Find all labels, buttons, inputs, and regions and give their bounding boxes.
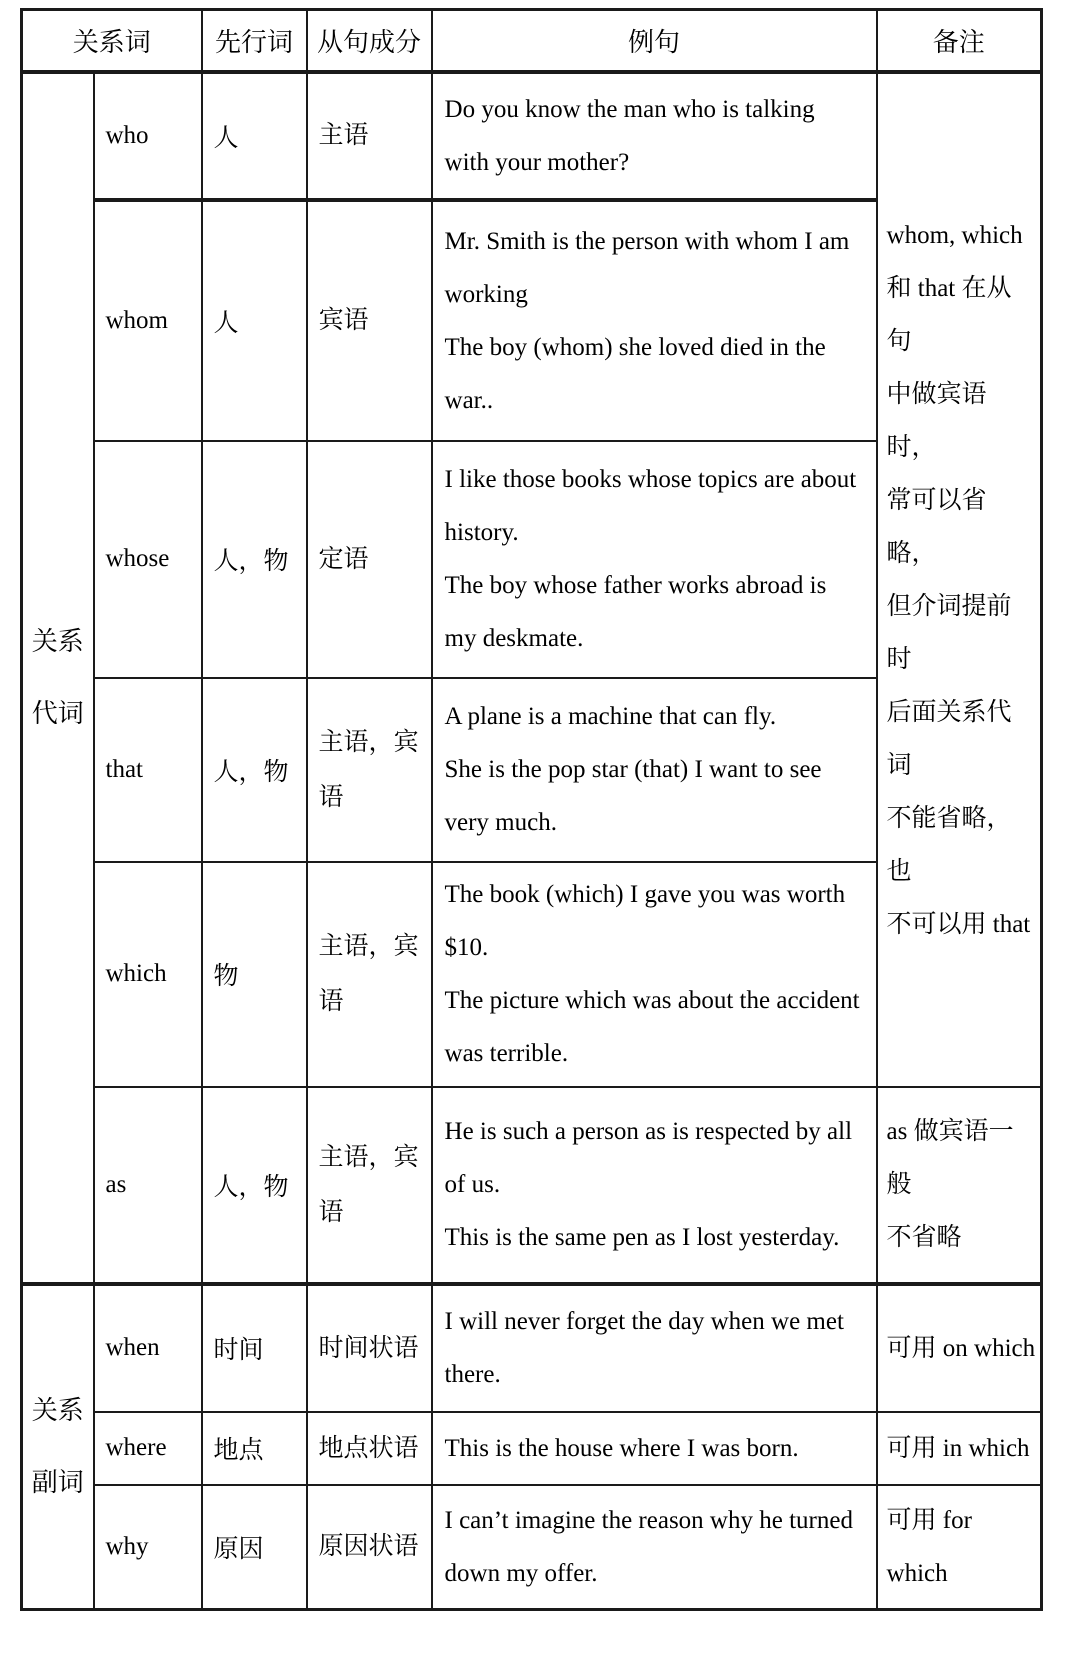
header-row — [22, 10, 1042, 72]
header-antecedent: 先行词 — [202, 10, 307, 72]
example-cell — [432, 1412, 877, 1485]
group-label-line: 代词 — [31, 698, 84, 728]
clause-component-cell — [307, 72, 432, 200]
example-line: Do you know the man who is talking — [444, 95, 815, 123]
relative-word-cell: where — [94, 1412, 202, 1485]
table-row-why — [22, 1485, 1042, 1610]
relative-word-cell: that — [94, 678, 202, 862]
example-line: I can’t imagine the reason why he turned — [444, 1506, 853, 1534]
note-line: 但介词提前时 — [886, 592, 1012, 673]
notes-cell — [877, 1284, 1042, 1412]
example-cell — [432, 1087, 877, 1284]
example-line: was terrible. — [444, 1040, 569, 1067]
header-notes: 备注 — [877, 10, 1042, 72]
relative-word-cell: who — [94, 72, 202, 200]
example-cell — [432, 200, 877, 441]
example-line: This is the house where I was born. — [444, 1434, 799, 1462]
antecedent-cell: 人 — [202, 200, 307, 441]
note-line: 和 that 在从句 — [886, 274, 1012, 355]
clause-component-cell — [307, 200, 432, 441]
example-line: Mr. Smith is the person with whom I am — [444, 227, 850, 255]
component-line: 地点状语 — [318, 1434, 419, 1462]
example-line: of us. — [444, 1171, 501, 1198]
example-line: She is the pop star (that) I want to see — [444, 756, 822, 783]
component-line: 主语 — [318, 122, 369, 149]
group-cell-relative-pronoun — [22, 72, 94, 1284]
header-clause-component: 从句成分 — [307, 10, 432, 72]
example-line: The book (which) I gave you was worth — [444, 881, 846, 908]
group-cell-relative-adverb — [22, 1284, 94, 1610]
note-line: 后面关系代词 — [886, 698, 1012, 779]
example-line: working — [444, 280, 528, 308]
example-line: $10. — [444, 934, 489, 961]
component-line: 主语，宾 — [318, 1143, 419, 1171]
note-line: 常可以省略， — [886, 486, 987, 567]
component-line: 原因状语 — [318, 1533, 419, 1561]
relative-word-cell: which — [94, 862, 202, 1087]
relative-word-cell: whose — [94, 441, 202, 678]
example-line: I will never forget the day when we met — [444, 1308, 844, 1335]
note-line: 中做宾语时， — [886, 380, 987, 461]
table-row-who — [22, 72, 1042, 200]
antecedent-cell: 原因 — [202, 1485, 307, 1610]
example-line: history. — [444, 519, 519, 546]
example-line: This is the same pen as I lost yesterday. — [444, 1224, 840, 1251]
relative-words-grammar-table — [20, 8, 1043, 1611]
header-example: 例句 — [432, 10, 877, 72]
component-line: 语 — [318, 1198, 344, 1226]
clause-component-cell — [307, 441, 432, 678]
antecedent-cell: 地点 — [202, 1412, 307, 1485]
clause-component-cell — [307, 1087, 432, 1284]
clause-component-cell — [307, 1485, 432, 1610]
example-cell — [432, 1284, 877, 1412]
example-cell — [432, 862, 877, 1087]
table-row-as — [22, 1087, 1042, 1284]
antecedent-cell: 人，物 — [202, 1087, 307, 1284]
clause-component-cell — [307, 1412, 432, 1485]
table-row-where — [22, 1412, 1042, 1485]
component-line: 定语 — [318, 545, 369, 573]
example-line: A plane is a machine that can fly. — [444, 703, 777, 730]
component-line: 宾语 — [318, 307, 369, 334]
header-relative-word: 关系词 — [22, 10, 202, 72]
component-line: 语 — [318, 783, 344, 811]
antecedent-cell: 人，物 — [202, 441, 307, 678]
example-cell — [432, 441, 877, 678]
relative-word-cell: why — [94, 1485, 202, 1610]
notes-cell — [877, 1412, 1042, 1485]
notes-merged-cell — [877, 72, 1042, 1087]
clause-component-cell — [307, 862, 432, 1087]
example-line: The picture which was about the accident — [444, 987, 860, 1014]
relative-word-cell: whom — [94, 200, 202, 441]
antecedent-cell: 人 — [202, 72, 307, 200]
example-line: my deskmate. — [444, 625, 584, 652]
antecedent-cell: 时间 — [202, 1284, 307, 1412]
example-cell — [432, 678, 877, 862]
note-line: as 做宾语一般 — [886, 1118, 1014, 1198]
antecedent-cell: 人，物 — [202, 678, 307, 862]
relative-word-cell: as — [94, 1087, 202, 1284]
note-line: 不省略 — [886, 1224, 962, 1251]
example-cell — [432, 1485, 877, 1610]
example-line: The boy (whom) she loved died in the — [444, 333, 826, 361]
note-line: 不可以用 that — [886, 910, 1031, 938]
component-line: 主语，宾 — [318, 933, 419, 960]
clause-component-cell — [307, 1284, 432, 1412]
example-line: there. — [444, 1361, 501, 1388]
component-line: 语 — [318, 988, 344, 1015]
antecedent-cell: 物 — [202, 862, 307, 1087]
note-line: 可用 for which — [886, 1506, 972, 1587]
clause-component-cell — [307, 678, 432, 862]
example-line: He is such a person as is respected by all — [444, 1118, 853, 1145]
note-line: 不能省略，也 — [886, 804, 1012, 885]
group-label-line: 关系 — [31, 626, 84, 656]
example-cell — [432, 72, 877, 200]
group-label-line: 副词 — [31, 1467, 84, 1497]
note-line: 可用 in which — [886, 1434, 1030, 1462]
example-line: with your mother? — [444, 148, 630, 176]
notes-cell — [877, 1485, 1042, 1610]
table-row-when — [22, 1284, 1042, 1412]
example-line: I like those books whose topics are about — [444, 466, 857, 493]
component-line: 主语，宾 — [318, 728, 419, 756]
component-line: 时间状语 — [318, 1334, 419, 1362]
example-line: very much. — [444, 809, 557, 836]
group-label-line: 关系 — [31, 1395, 84, 1425]
example-line: down my offer. — [444, 1559, 598, 1587]
note-line: 可用 on which — [886, 1334, 1036, 1362]
example-line: The boy whose father works abroad is — [444, 572, 827, 599]
relative-word-cell: when — [94, 1284, 202, 1412]
example-line: war.. — [444, 386, 494, 414]
notes-cell — [877, 1087, 1042, 1284]
note-line: whom, which — [886, 221, 1023, 249]
